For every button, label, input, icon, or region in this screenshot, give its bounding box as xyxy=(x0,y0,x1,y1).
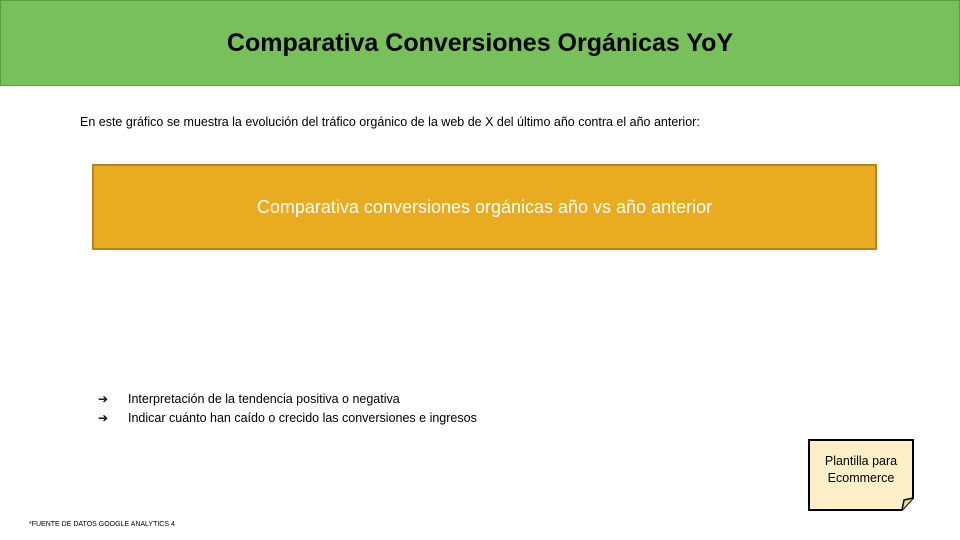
list-item xyxy=(98,408,477,427)
title-bar xyxy=(0,0,960,86)
sticky-note-line-1: Plantilla para xyxy=(824,454,898,468)
intro-text: En este gráfico se muestra la evolución del tráfico orgánico de la web de X del último año contra el año anterior: xyxy=(80,115,700,129)
list-item-text: Indicar cuánto han caído o crecido las conversiones e ingresos xyxy=(128,410,477,425)
arrow-right-icon: ➔ xyxy=(98,391,109,406)
template-sticky-note xyxy=(808,439,914,511)
chart-placeholder-label: Comparativa conversiones orgánicas año vs año anterior xyxy=(256,196,713,217)
chart-placeholder xyxy=(92,164,877,250)
sticky-note-line-2: Ecommerce xyxy=(827,471,895,485)
data-source-footnote: *FUENTE DE DATOS GOOGLE ANALYTICS 4 xyxy=(29,521,175,528)
bullet-list xyxy=(98,389,477,427)
sticky-note-text xyxy=(808,453,914,487)
list-item-text: Interpretación de la tendencia positiva o negativa xyxy=(128,391,400,406)
arrow-right-icon: ➔ xyxy=(98,410,109,425)
page-title: Comparativa Conversiones Orgánicas YoY xyxy=(226,28,734,57)
list-item xyxy=(98,389,477,408)
